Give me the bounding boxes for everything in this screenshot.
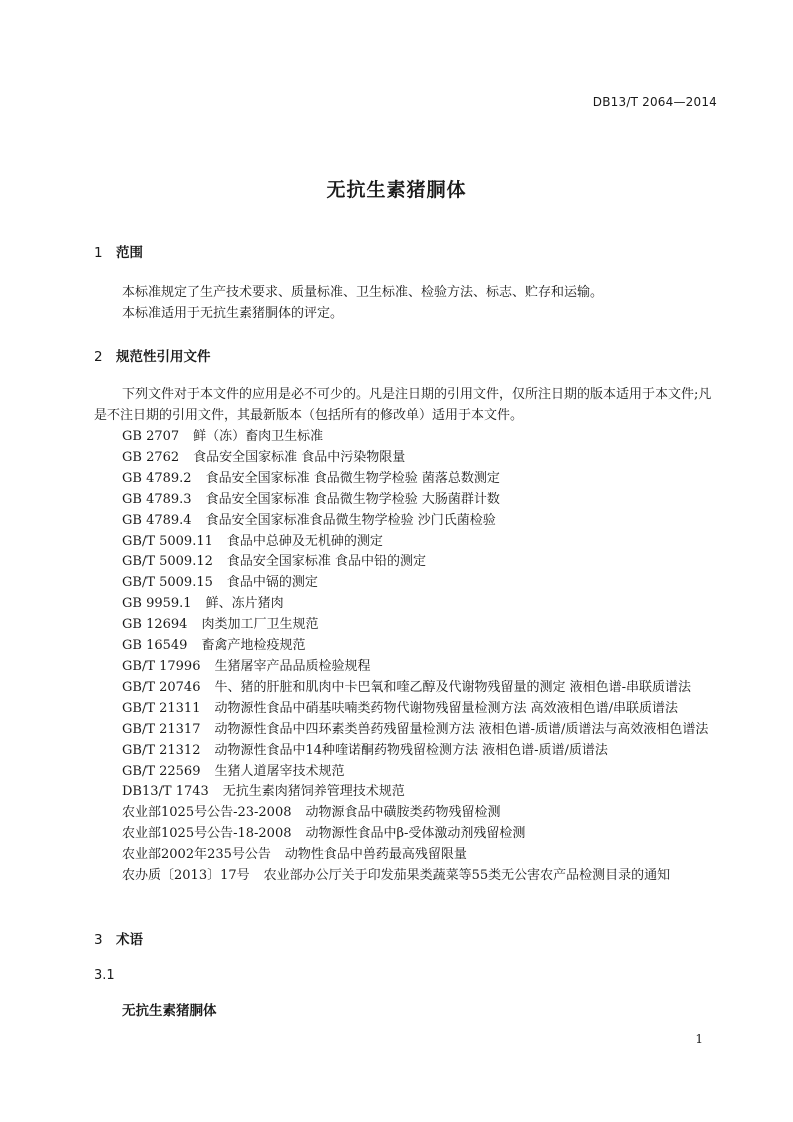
reference-code: GB/T 21317 xyxy=(122,721,201,737)
document-title: 无抗生素猪胴体 xyxy=(326,179,467,201)
reference-code: GB/T 22569 xyxy=(122,763,201,779)
reference-code: GB/T 21311 xyxy=(122,700,201,716)
reference-code: DB13/T 1743 xyxy=(122,784,209,800)
reference-item xyxy=(94,824,719,845)
section-title: 术语 xyxy=(116,932,143,948)
reference-code: 农办质〔2013〕17号 xyxy=(122,868,250,884)
reference-item xyxy=(94,699,719,720)
page-number: 1 xyxy=(695,1032,703,1046)
section-number: 1 xyxy=(94,245,103,261)
reference-item xyxy=(94,762,719,783)
reference-item xyxy=(94,803,719,824)
reference-item xyxy=(94,573,719,594)
reference-title: 食品安全国家标准 食品中铅的测定 xyxy=(226,554,427,570)
reference-code: GB/T 5009.15 xyxy=(122,575,213,591)
reference-title: 生猪屠宰产品品质检验规程 xyxy=(214,658,371,674)
reference-item xyxy=(94,720,719,741)
reference-title: 鲜、冻片猪肉 xyxy=(205,596,284,612)
reference-title: 动物源性食品中四环素类兽药残留量检测方法 液相色谱-质谱/质谱法与高效液相色谱法 xyxy=(214,721,709,737)
reference-title: 肉类加工厂卫生规范 xyxy=(201,617,319,633)
reference-title: 动物源性食品中硝基呋喃类药物代谢物残留量检测方法 高效液相色谱/串联质谱法 xyxy=(214,700,678,716)
reference-title: 食品安全国家标准 食品微生物学检验 大肠菌群计数 xyxy=(205,491,500,507)
reference-code: 农业部1025号公告-23-2008 xyxy=(122,805,292,821)
reference-title: 农业部办公厅关于印发茄果类蔬菜等55类无公害农产品检测目录的通知 xyxy=(263,868,671,884)
reference-title: 食品安全国家标准 食品微生物学检验 菌落总数测定 xyxy=(205,470,500,486)
references-intro-text: 下列文件对于本文件的应用是必不可少的。凡是注日期的引用文件，仅所注日期的版本适用于本文件;凡是不注日期的引用文件，其最新版本（包括所有的修改单）适用于本文件。 xyxy=(94,387,712,423)
reference-code: GB 12694 xyxy=(122,617,188,633)
reference-title: 畜禽产地检疫规范 xyxy=(201,638,306,654)
reference-item xyxy=(94,636,719,657)
reference-item xyxy=(94,657,719,678)
reference-item xyxy=(94,511,719,532)
reference-code: GB 9959.1 xyxy=(122,596,192,612)
scope-paragraph-1: 本标准规定了生产技术要求、质量标准、卫生标准、检验方法、标志、贮存和运输。 xyxy=(122,285,604,300)
reference-item xyxy=(94,448,719,469)
reference-code: 农业部2002年235号公告 xyxy=(122,847,271,863)
reference-code: GB 2707 xyxy=(122,429,180,444)
reference-list xyxy=(94,427,719,887)
reference-title: 食品中总砷及无机砷的测定 xyxy=(226,533,383,549)
reference-item xyxy=(94,427,719,448)
section-heading-references xyxy=(94,345,211,365)
reference-title: 食品安全国家标准 食品中污染物限量 xyxy=(193,449,406,465)
reference-title: 食品中镉的测定 xyxy=(226,575,318,591)
reference-title: 动物源性食品中14种喹诺酮药物残留检测方法 液相色谱-质谱/质谱法 xyxy=(214,742,608,758)
reference-item xyxy=(94,678,719,699)
section-title: 范围 xyxy=(116,245,143,261)
reference-code: GB 2762 xyxy=(122,449,180,465)
reference-code: 农业部1025号公告-18-2008 xyxy=(122,826,292,842)
reference-title: 鲜（冻）畜肉卫生标准 xyxy=(193,429,324,444)
section-number: 3 xyxy=(94,932,103,948)
section-number: 2 xyxy=(94,349,103,365)
reference-item xyxy=(94,594,719,615)
reference-code: GB 4789.2 xyxy=(122,470,192,486)
reference-code: GB 4789.3 xyxy=(122,491,192,507)
reference-code: GB 4789.4 xyxy=(122,512,192,528)
reference-item xyxy=(94,552,719,573)
reference-title: 食品安全国家标准食品微生物学检验 沙门氏菌检验 xyxy=(205,512,496,528)
scope-paragraph-2: 本标准适用于无抗生素猪胴体的评定。 xyxy=(122,306,344,321)
reference-code: GB/T 21312 xyxy=(122,742,201,758)
reference-item xyxy=(94,866,719,887)
subsection-number: 3.1 xyxy=(94,968,115,983)
reference-item xyxy=(94,782,719,803)
references-intro xyxy=(94,385,719,427)
reference-item xyxy=(94,532,719,553)
section-heading-terms xyxy=(94,928,143,948)
reference-code: GB/T 17996 xyxy=(122,658,201,674)
reference-item xyxy=(94,490,719,511)
reference-code: GB/T 5009.11 xyxy=(122,533,213,549)
reference-title: 动物性食品中兽药最高残留限量 xyxy=(284,847,467,863)
reference-item xyxy=(94,741,719,762)
document-code: DB13/T 2064—2014 xyxy=(592,95,717,109)
reference-title: 牛、猪的肝脏和肌肉中卡巴氧和喹乙醇及代谢物残留量的测定 液相色谱-串联质谱法 xyxy=(214,679,692,695)
reference-item xyxy=(94,615,719,636)
reference-code: GB/T 5009.12 xyxy=(122,554,213,570)
reference-title: 动物源性食品中β-受体激动剂残留检测 xyxy=(305,826,526,842)
reference-title: 生猪人道屠宰技术规范 xyxy=(214,763,345,779)
reference-code: GB 16549 xyxy=(122,638,188,654)
reference-title: 动物源食品中磺胺类药物残留检测 xyxy=(305,805,501,821)
section-heading-scope xyxy=(94,241,143,261)
reference-item xyxy=(94,469,719,490)
section-title: 规范性引用文件 xyxy=(116,349,211,365)
reference-title: 无抗生素肉猪饲养管理技术规范 xyxy=(222,784,405,800)
reference-code: GB/T 20746 xyxy=(122,679,201,695)
reference-item xyxy=(94,845,719,866)
term-title: 无抗生素猪胴体 xyxy=(122,1003,217,1019)
